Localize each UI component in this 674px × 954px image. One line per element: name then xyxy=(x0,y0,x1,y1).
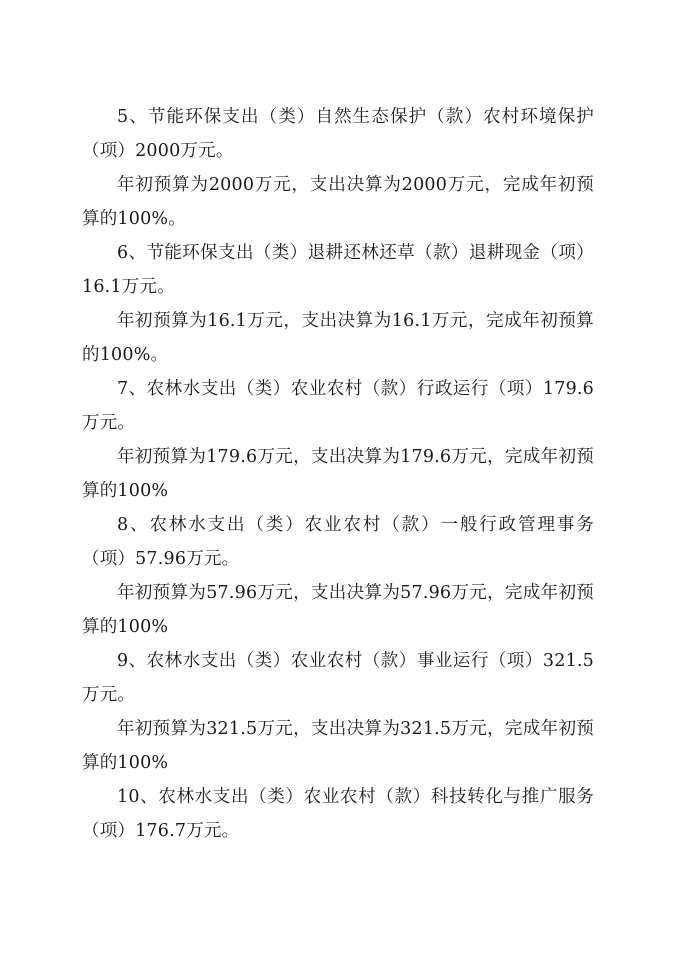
item-7-heading: 7、农林水支出（类）农业农村（款）行政运行（项）179.6万元。 xyxy=(82,379,594,433)
item-10-heading: 10、农林水支出（类）农业农村（款）科技转化与推广服务（项）176.7万元。 xyxy=(82,787,594,841)
item-6-heading: 6、节能环保支出（类）退耕还林还草（款）退耕现金（项）16.1万元。 xyxy=(82,243,594,297)
item-7-budget-note: 年初预算为179.6万元，支出决算为179.6万元，完成年初预算的100% xyxy=(82,447,594,501)
item-5-budget-note: 年初预算为2000万元，支出决算为2000万元，完成年初预算的100%。 xyxy=(82,175,594,229)
item-5-heading: 5、节能环保支出（类）自然生态保护（款）农村环境保护（项）2000万元。 xyxy=(82,107,594,161)
item-9-budget-note: 年初预算为321.5万元，支出决算为321.5万元，完成年初预算的100% xyxy=(82,719,594,773)
item-8-heading: 8、农林水支出（类）农业农村（款）一般行政管理事务（项）57.96万元。 xyxy=(82,515,594,569)
item-6-budget-note: 年初预算为16.1万元，支出决算为16.1万元，完成年初预算的100%。 xyxy=(82,311,594,365)
item-9-heading: 9、农林水支出（类）农业农村（款）事业运行（项）321.5万元。 xyxy=(82,651,594,705)
document-body xyxy=(82,100,594,848)
item-8-budget-note: 年初预算为57.96万元，支出决算为57.96万元，完成年初预算的100% xyxy=(82,583,594,637)
